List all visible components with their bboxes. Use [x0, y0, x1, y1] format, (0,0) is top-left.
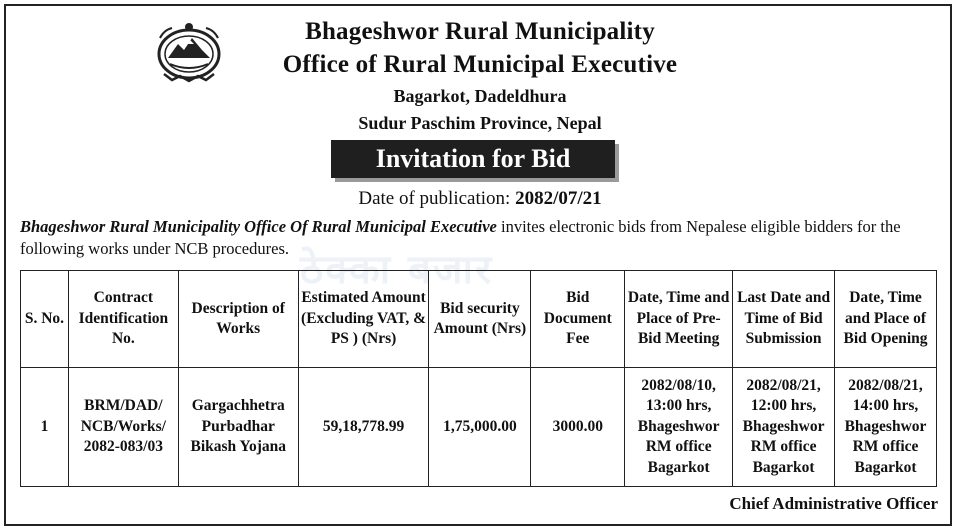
cell-submission-deadline: 2082/08/21, 12:00 hrs, Bhageshwor RM office Bagarkot [733, 368, 835, 487]
bid-table [20, 270, 937, 487]
cell-sno: 1 [21, 368, 69, 487]
cell-description: Gargachhetra Purbadhar Bikash Yojana [178, 368, 298, 487]
publication-date-value: 2082/07/21 [515, 188, 602, 209]
cell-bid-security: 1,75,000.00 [429, 368, 531, 487]
table-header-row [21, 271, 937, 368]
header-bid-security: Bid security Amount (Nrs) [429, 271, 531, 368]
invitation-title: Invitation for Bid [375, 144, 571, 173]
watermark-text: ठेक्का बजार [300, 247, 494, 293]
cell-contract-id: BRM/DAD/ NCB/Works/ 2082-083/03 [68, 368, 178, 487]
org-name: Bhageshwor Rural Municipality [305, 18, 655, 45]
header-sno: S. No. [21, 271, 69, 368]
header-bid-opening: Date, Time and Place of Bid Opening [835, 271, 937, 368]
cell-bid-opening: 2082/08/21, 14:00 hrs, Bhageshwor RM office Bagarkot [835, 368, 937, 487]
address-line-2: Sudur Paschim Province, Nepal [358, 113, 602, 133]
signatory: Chief Administrative Officer [729, 494, 938, 513]
publication-date [0, 188, 960, 210]
cell-prebid-meeting: 2082/08/10, 13:00 hrs, Bhageshwor RM office Bagarkot [625, 368, 733, 487]
header-estimated-amount: Estimated Amount (Excluding VAT, & PS ) (Nrs) [298, 271, 429, 368]
table-row [21, 368, 937, 487]
office-name: Office of Rural Municipal Executive [282, 51, 678, 78]
header-contract-id: Contract Identification No. [68, 271, 178, 368]
header-prebid-meeting: Date, Time and Place of Pre-Bid Meeting [625, 271, 733, 368]
header-description: Description of Works [178, 271, 298, 368]
header-document-fee: Bid Document Fee [531, 271, 625, 368]
cell-estimated-amount: 59,18,778.99 [298, 368, 429, 487]
intro-paragraph [20, 216, 940, 260]
publication-label: Date of publication: [358, 188, 511, 209]
cell-document-fee: 3000.00 [531, 368, 625, 487]
invitation-banner [331, 140, 615, 178]
intro-emphasis: Bhageshwor Rural Municipality Office Of Rural Municipal Executive [20, 217, 497, 236]
intro-text: invites electronic bids from Nepalese eligible bidders for the following works under NCB procedures. [20, 217, 901, 258]
address-line-1: Bagarkot, Dadeldhura [393, 86, 567, 106]
header-submission-deadline: Last Date and Time of Bid Submission [733, 271, 835, 368]
